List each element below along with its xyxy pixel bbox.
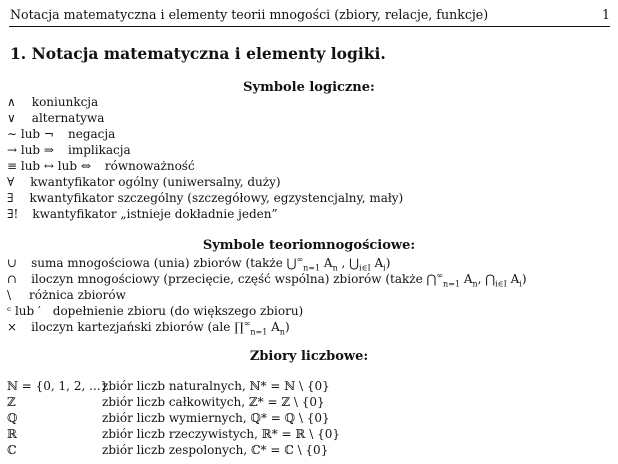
sets-sub: n xyxy=(332,263,338,273)
logic-label: negacja xyxy=(68,127,116,141)
numbers-symbol: ℚ xyxy=(7,411,18,425)
logic-row xyxy=(7,206,278,222)
sets-sub: n=1 xyxy=(443,279,460,289)
logic-row xyxy=(7,110,104,126)
logic-heading: Symbole logiczne: xyxy=(243,80,375,95)
numbers-row xyxy=(7,442,329,458)
numbers-label: zbiór liczb całkowitych, ℤ* = ℤ \ {0} xyxy=(102,395,325,409)
logic-label: koniunkcja xyxy=(31,95,99,109)
logic-symbol: ∃ xyxy=(7,191,14,205)
numbers-symbol: ℤ xyxy=(7,395,16,409)
numbers-label: zbiór liczb zespolonych, ℂ* = ℂ \ {0} xyxy=(102,443,329,457)
numbers-heading: Zbiory liczbowe: xyxy=(249,349,369,364)
sets-sub: n=1 xyxy=(303,263,321,273)
logic-symbol: ≡ lub ↔ lub ⇔ xyxy=(7,159,91,173)
numbers-symbol: ℕ = {0, 1, 2, ...} xyxy=(7,379,109,393)
sets-text: A xyxy=(320,256,333,270)
header-rule xyxy=(9,26,610,27)
sets-sub: i xyxy=(383,263,386,273)
numbers-label: zbiór liczb wymiernych, ℚ* = ℚ \ {0} xyxy=(102,411,330,425)
logic-label: implikacja xyxy=(68,143,131,157)
sets-label: iloczyn kartezjański zbiorów (ale ∏ xyxy=(31,320,244,334)
sets-label: różnica zbiorów xyxy=(29,288,126,302)
sets-row xyxy=(7,319,290,335)
sets-text: A xyxy=(267,320,280,334)
sets-row xyxy=(7,303,303,319)
sets-label: suma mnogościowa (unia) zbiorów (także ⋃ xyxy=(31,256,297,270)
sets-sub: i xyxy=(519,279,522,289)
logic-symbol: → lub ⇒ xyxy=(7,143,54,157)
numbers-row xyxy=(7,426,340,442)
running-header xyxy=(10,7,610,23)
logic-row xyxy=(7,126,115,142)
sets-sup: ∞ xyxy=(243,319,251,328)
section-title: 1. Notacja matematyczna i elementy logiki. xyxy=(10,44,386,63)
sets-sub: n=1 xyxy=(250,327,268,337)
numbers-label: zbiór liczb rzeczywistych, ℝ* = ℝ \ {0} xyxy=(102,427,340,441)
logic-label: alternatywa xyxy=(31,111,105,125)
logic-label: równoważność xyxy=(104,159,195,173)
logic-row xyxy=(7,190,403,206)
sets-text: ) xyxy=(385,256,391,270)
logic-row xyxy=(7,174,281,190)
sets-sub: n xyxy=(279,327,285,337)
sets-text: , ⋂ xyxy=(477,272,496,286)
numbers-row xyxy=(7,410,330,426)
sets-row xyxy=(7,271,527,287)
sets-symbol: ᶜ lub ′ xyxy=(7,304,41,318)
sets-text: ) xyxy=(284,320,290,334)
sets-heading: Symbole teoriomnogościowe: xyxy=(202,238,416,253)
sets-sub: i∈I xyxy=(495,279,507,289)
logic-row xyxy=(7,158,195,174)
header-title: Notacja matematyczna i elementy teorii mnogości (zbiory, relacje, funkcje) xyxy=(10,7,489,22)
sets-label: dopełnienie zbioru (do większego zbioru) xyxy=(52,304,304,318)
numbers-symbol: ℂ xyxy=(7,443,17,457)
numbers-label: zbiór liczb naturalnych, ℕ* = ℕ \ {0} xyxy=(102,379,330,393)
numbers-row xyxy=(7,394,325,410)
logic-symbol: ∀ xyxy=(7,175,15,189)
sets-sub: i∈I xyxy=(359,263,371,273)
logic-symbol: ∧ xyxy=(7,95,16,109)
sets-row xyxy=(7,287,126,303)
sets-text: A xyxy=(506,272,520,286)
sets-symbol: \ xyxy=(7,288,12,302)
sets-text: A xyxy=(370,256,384,270)
sets-symbol: ∩ xyxy=(7,272,18,286)
sets-sup: ∞ xyxy=(436,271,444,280)
sets-label: iloczyn mnogościowy (przecięcie, część wspólna) zbiorów (także ⋂ xyxy=(31,272,437,286)
logic-label: kwantyfikator szczególny (szczegółowy, egzystencjalny, mały) xyxy=(29,191,404,205)
sets-sub: n xyxy=(472,279,478,289)
sets-symbol: ∪ xyxy=(7,256,18,270)
sets-row xyxy=(7,255,390,271)
sets-text: , ⋃ xyxy=(337,256,360,270)
logic-symbol: ∼ lub ¬ xyxy=(7,127,54,141)
logic-symbol: ∃! xyxy=(7,207,19,221)
logic-row xyxy=(7,94,98,110)
sets-symbol: × xyxy=(7,320,18,334)
sets-text: A xyxy=(460,272,473,286)
sets-sup: ∞ xyxy=(296,255,304,264)
page-number: 1 xyxy=(601,7,610,22)
logic-label: kwantyfikator „istnieje dokładnie jeden” xyxy=(32,207,278,221)
logic-symbol: ∨ xyxy=(7,111,16,125)
sets-text: ) xyxy=(521,272,527,286)
numbers-row xyxy=(7,378,330,394)
logic-label: kwantyfikator ogólny (uniwersalny, duży) xyxy=(30,175,281,189)
logic-row xyxy=(7,142,131,158)
numbers-symbol: ℝ xyxy=(7,427,17,441)
